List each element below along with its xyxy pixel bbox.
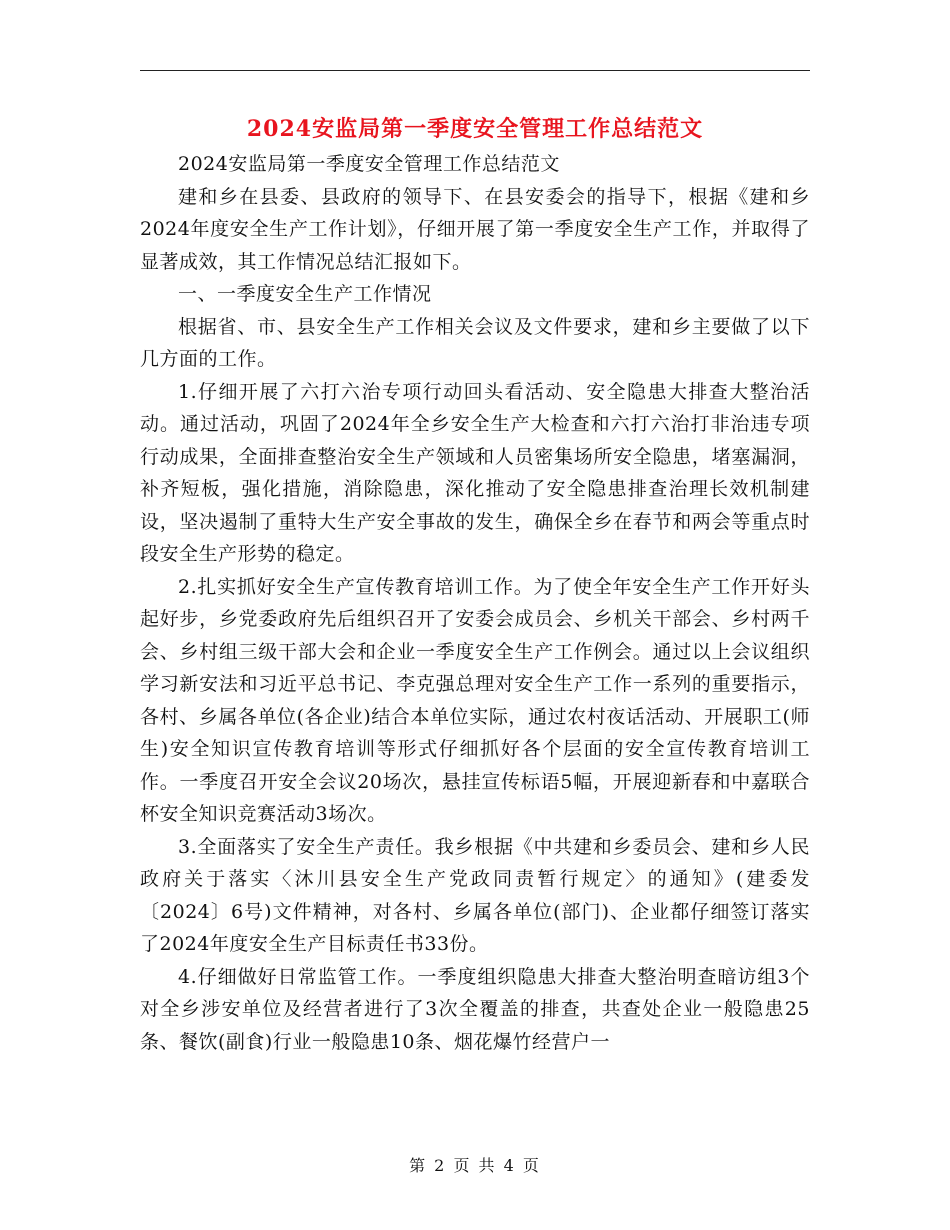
document-body bbox=[140, 148, 810, 1058]
header-rule bbox=[140, 70, 810, 71]
paragraph-intro: 建和乡在县委、县政府的领导下、在县安委会的指导下，根据《建和乡2024年度安全生产工作计划》，仔细开展了第一季度安全生产工作，并取得了显著成效，其工作情况总结汇报如下。 bbox=[140, 185, 810, 273]
paragraph-section-intro: 根据省、市、县安全生产工作相关会议及文件要求，建和乡主要做了以下几方面的工作。 bbox=[140, 315, 810, 370]
paragraph-item-4: 4.仔细做好日常监管工作。一季度组织隐患大排查大整治明查暗访组3个对全乡涉安单位及经营者进行了3次全覆盖的排查，共查处企业一般隐患25条、餐饮(副食)行业一般隐患10条、烟花爆竹经营户一 bbox=[140, 965, 810, 1053]
paragraph-item-3: 3.全面落实了安全生产责任。我乡根据《中共建和乡委员会、建和乡人民政府关于落实〈沐川县安全生产党政同责暂行规定〉的通知》(建委发〔2024〕6号)文件精神，对各村、乡属各单位(部门)、企业都仔细签订落实了2024年度安全生产目标责任书33份。 bbox=[140, 835, 810, 955]
paragraph-subtitle: 2024安监局第一季度安全管理工作总结范文 bbox=[178, 153, 560, 175]
page-number-footer: 第 2 页 共 4 页 bbox=[409, 1156, 541, 1175]
document-title: 2024安监局第一季度安全管理工作总结范文 bbox=[246, 116, 704, 142]
paragraph-item-1: 1.仔细开展了六打六治专项行动回头看活动、安全隐患大排查大整治活动。通过活动，巩固了2024年全乡安全生产大检查和六打六治打非治违专项行动成果，全面排查整治安全生产领域和人员密集场所安全隐患，堵塞漏洞，补齐短板，强化措施，消除隐患，深化推动了安全隐患排查治理长效机制建设，坚决遏制了重特大生产安全事故的发生，确保全乡在春节和两会等重点时段安全生产形势的稳定。 bbox=[140, 380, 810, 565]
section-heading-1: 一、一季度安全生产工作情况 bbox=[178, 283, 432, 305]
paragraph-item-2: 2.扎实抓好安全生产宣传教育培训工作。为了使全年安全生产工作开好头起好步，乡党委政府先后组织召开了安委会成员会、乡机关干部会、乡村两千会、乡村组三级干部大会和企业一季度安全生产工作例会。通过以上会议组织学习新安法和习近平总书记、李克强总理对安全生产工作一系列的重要指示，各村、乡属各单位(各企业)结合本单位实际，通过农村夜话活动、开展职工(师生)安全知识宣传教育培训等形式仔细抓好各个层面的安全宣传教育培训工作。一季度召开安全会议20场次，悬挂宣传标语5幅，开展迎新春和中嘉联合杯安全知识竞赛活动3场次。 bbox=[140, 575, 810, 825]
